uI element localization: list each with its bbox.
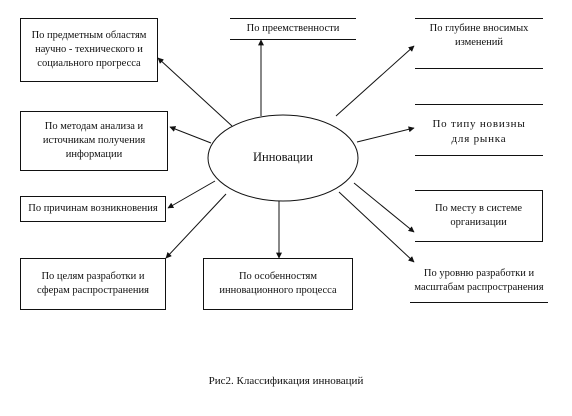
- box-place: По месту в системе организации: [415, 190, 543, 242]
- box-succession: По преемственности: [230, 18, 356, 40]
- box-methods: По методам анализа и источникам получения информации: [20, 111, 168, 171]
- arrow-depth: [336, 46, 414, 116]
- box-causes: По причинам возникновения: [20, 196, 166, 222]
- box-goals: По целям разработки и сферам распространения: [20, 258, 166, 310]
- arrow-novelty: [357, 128, 414, 142]
- box-depth: По глубине вносимых изменений: [415, 18, 543, 69]
- figure-caption: Рис2. Классификация инноваций: [208, 375, 364, 387]
- box-level: По уровню разработки и масштабам распространения: [410, 263, 548, 303]
- arrow-methods: [170, 127, 211, 143]
- box-subject-areas: По предметным областям научно - технического и социального прогресса: [20, 18, 158, 82]
- arrow-subject-areas: [158, 58, 232, 126]
- arrow-causes: [168, 181, 215, 208]
- arrow-place: [354, 183, 414, 232]
- arrow-level: [339, 192, 414, 262]
- box-novelty: По типу новизны для рынка: [415, 104, 543, 156]
- center-label: Инновации: [252, 150, 313, 164]
- box-features: По особенностям инновационного процесса: [203, 258, 353, 310]
